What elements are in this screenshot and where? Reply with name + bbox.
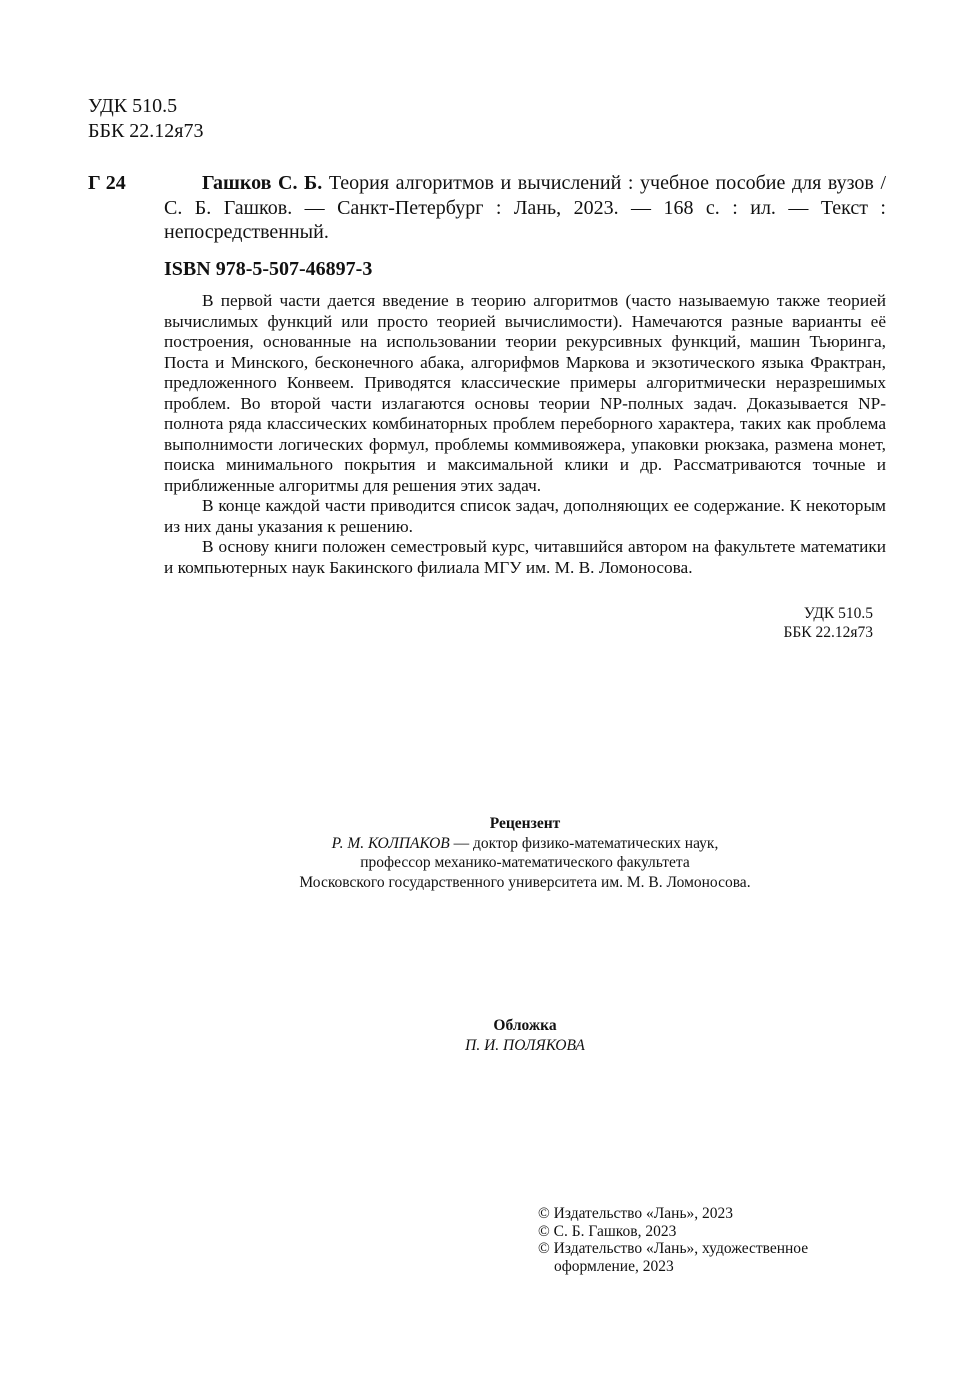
- cover-heading: Обложка: [493, 1017, 557, 1034]
- reviewer-line-1: [164, 834, 886, 854]
- reviewer-heading: Рецензент: [489, 815, 561, 832]
- copyright-line-2: © С. Б. Гашков, 2023: [538, 1222, 677, 1240]
- cover-block: [164, 1016, 886, 1055]
- copyright-block: [538, 1205, 868, 1275]
- copyright-line-1: © Издательство «Лань», 2023: [538, 1205, 734, 1222]
- isbn: ISBN 978-5-507-46897-3: [164, 258, 373, 280]
- udk-code: УДК 510.5: [88, 95, 178, 117]
- reviewer-line-3: Московского государственного университета им. М. В. Ломоносова.: [299, 873, 751, 891]
- cover-designer-name: П. И. ПОЛЯКОВА: [465, 1036, 585, 1054]
- copyright-line-3-continued: оформление, 2023: [554, 1257, 674, 1275]
- annotation: [164, 291, 886, 578]
- annotation-paragraph: В основу книги положен семестровый курс, читавшийся автором на факультете математики и компьютерных наук Бакинского филиала МГУ им. М. В. Ломоносова.: [164, 537, 886, 577]
- annotation-paragraph: В первой части дается введение в теорию алгоритмов (часто называемую также теорией вычислимых функций или просто теорией вычислимости). Намечаются разные варианты её построения, основанные на использовании теории рекурсивных функций, машин Тьюринга, Поста и Минского, бесконечного абака, алгорифмов Маркова и экзотического языка Фрактран, предложенного Конвеем. Приводятся классические примеры алгоритмически неразрешимых проблем. Во второй части излагаются основы теории NP-полных задач. Доказывается NP-полнота ряда классических комбинаторных проблем переборного характера, таких как проблема выполнимости логических формул, проблемы коммивояжера, упаковки рюкзака, размена монет, поиска минимального покрытия и максимальной клики и др. Рассматриваются точные и приближенные алгоритмы для решения этих задач.: [164, 291, 886, 495]
- reviewer-title: — доктор физико-математических наук,: [449, 834, 719, 852]
- bbk-code: ББК 22.12я73: [88, 120, 204, 142]
- annotation-classification: [700, 604, 873, 642]
- reviewer-name: Р. М. КОЛПАКОВ: [331, 834, 450, 852]
- reviewer-block: [164, 814, 886, 892]
- author-name: Гашков С. Б.: [202, 172, 323, 194]
- reviewer-line-2: профессор механико-математического факультета: [360, 854, 690, 871]
- annotation-bbk: ББК 22.12я73: [783, 624, 873, 641]
- bibliographic-text: Теория алгоритмов и вычислений : учебное пособие для вузов / С. Б. Гашков. — Санкт-Петербург : Лань, 2023. — 168 с. : ил. — Текст : непосредственный.: [164, 172, 886, 243]
- classification-block: [88, 94, 204, 144]
- copyright-line-3: © Издательство «Лань», художественное: [538, 1240, 809, 1257]
- catalog-code: Г 24: [88, 172, 126, 194]
- bibliographic-description: [164, 171, 886, 245]
- annotation-paragraph: В конце каждой части приводится список задач, дополняющих ее содержание. К некоторым из них даны указания к решению.: [164, 496, 886, 536]
- annotation-udk: УДК 510.5: [803, 605, 873, 622]
